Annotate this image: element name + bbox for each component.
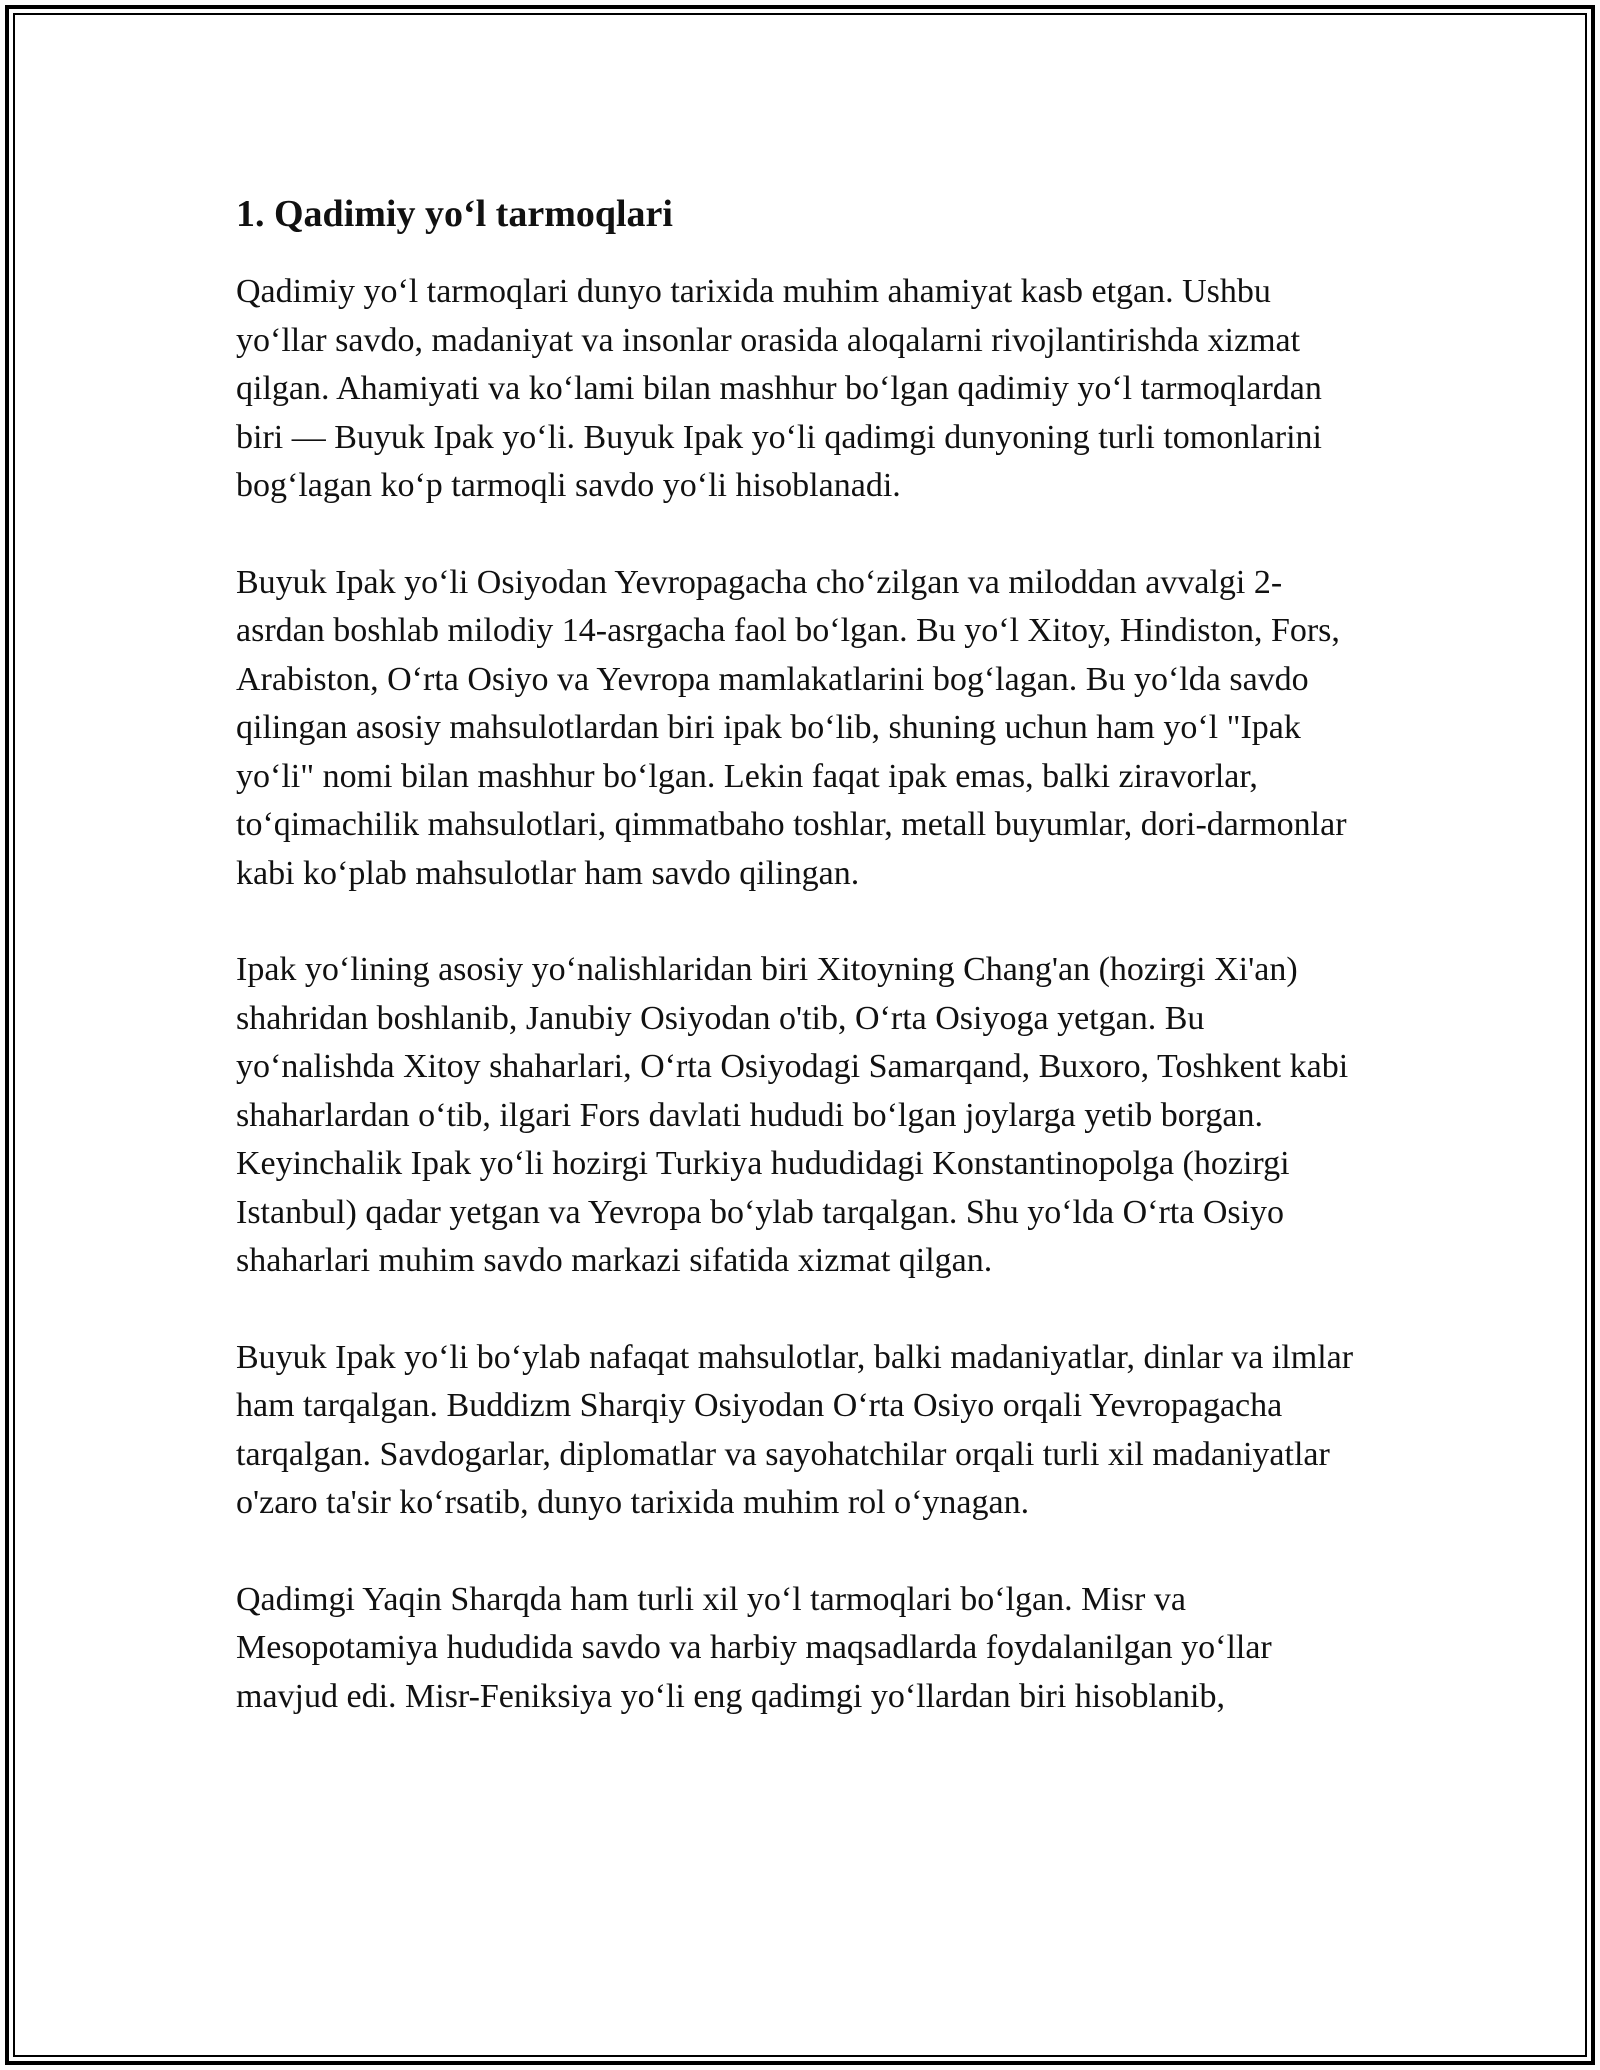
paragraph-5: Qadimgi Yaqin Sharqda ham turli xil yo‘l tarmoqlari bo‘lgan. Misr va Mesopotamiya hududida savdo va harbiy maqsadlarda foydalanilgan yo‘llar mavjud edi. Misr-Feniksiya yo‘li eng qadimgi yo‘llardan biri hisoblanib, (236, 1580, 1272, 1715)
document-body (236, 184, 1366, 1721)
paragraph-1: Qadimiy yo‘l tarmoqlari dunyo tarixida muhim ahamiyat kasb etgan. Ushbu yo‘llar savdo, madaniyat va insonlar orasida aloqalarni rivojlantirishda xizmat qilgan. Ahamiyati va ko‘lami bilan mashhur bo‘lgan qadimiy yo‘l tarmoqlardan biri — Buyuk Ipak yo‘li. Buyuk Ipak yo‘li qadimgi dunyoning turli tomonlarini bog‘lagan ko‘p tarmoqli savdo yo‘li hisoblanadi. (236, 273, 1323, 504)
section-heading: 1. Qadimiy yo‘l tarmoqlari (236, 193, 673, 235)
paragraph-4: Buyuk Ipak yo‘li bo‘ylab nafaqat mahsulotlar, balki madaniyatlar, dinlar va ilmlar ham tarqalgan. Buddizm Sharqiy Osiyodan O‘rta Osiyo orqali Yevropagacha tarqalgan. Savdogarlar, diplomatlar va sayohatchilar orqali turli xil madaniyatlar o'zaro ta'sir ko‘rsatib, dunyo tarixida muhim rol o‘ynagan. (236, 1338, 1354, 1521)
paragraph-3: Ipak yo‘lining asosiy yo‘nalishlaridan biri Xitoyning Chang'an (hozirgi Xi'an) shahridan boshlanib, Janubiy Osiyodan o'tib, O‘rta Osiyoga yetgan. Bu yo‘nalishda Xitoy shaharlari, O‘rta Osiyodagi Samarqand, Buxoro, Toshkent kabi shaharlardan o‘tib, ilgari Fors davlati hududi bo‘lgan joylarga yetib borgan. Keyinchalik Ipak yo‘li hozirgi Turkiya hududidagi Konstantinopolga (hozirgi Istanbul) qadar yetgan va Yevropa bo‘ylab tarqalgan. Shu yo‘lda O‘rta Osiyo shaharlari muhim savdo markazi sifatida xizmat qilgan. (236, 951, 1349, 1279)
paragraph-2: Buyuk Ipak yo‘li Osiyodan Yevropagacha cho‘zilgan va miloddan avvalgi 2-asrdan boshlab milodiy 14-asrgacha faol bo‘lgan. Bu yo‘l Xitoy, Hindiston, Fors, Arabiston, O‘rta Osiyo va Yevropa mamlakatlarini bog‘lagan. Bu yo‘lda savdo qilingan asosiy mahsulotlardan biri ipak bo‘lib, shuning uchun ham yo‘l "Ipak yo‘li" nomi bilan mashhur bo‘lgan. Lekin faqat ipak emas, balki ziravorlar, to‘qimachilik mahsulotlari, qimmatbaho toshlar, metall buyumlar, dori-darmonlar kabi ko‘plab mahsulotlar ham savdo qilingan. (236, 563, 1347, 892)
